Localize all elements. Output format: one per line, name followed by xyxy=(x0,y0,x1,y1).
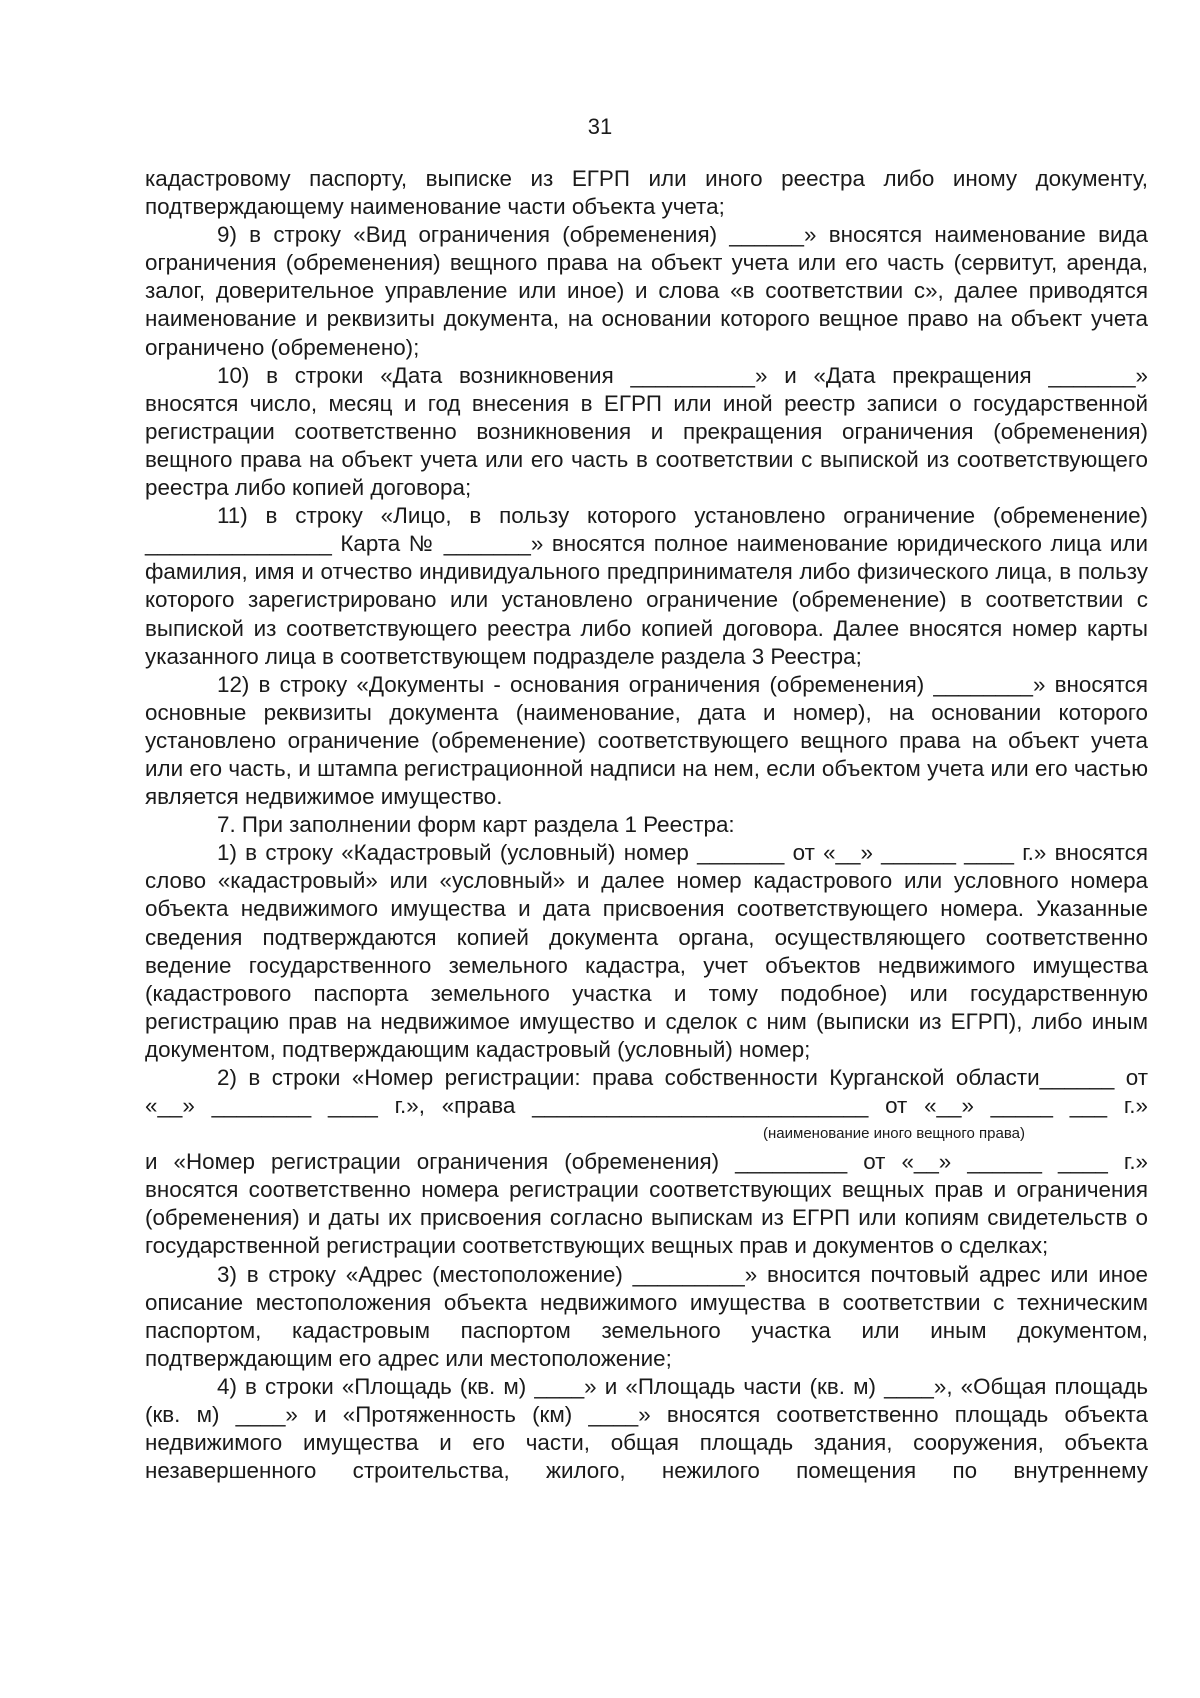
paragraph-item-9: 9) в строку «Вид ограничения (обременения) ______» вносятся наименование вида ограничения (обременения) вещного права на объект учета или его часть (сервитут, аренда, залог, доверительное управление или иное) и слова «в соответствии с», далее приводятся наименование и реквизиты документа, на основании которого вещное право на объект учета ограничено (обременено); xyxy=(145,222,1148,360)
paragraph-continuation: кадастровому паспорту, выписке из ЕГРП или иного реестра либо иному документу, подтверждающему наименование части объекта учета; xyxy=(145,166,1148,220)
paragraph-section-7-item-3: 3) в строку «Адрес (местоположение) _________» вносится почтовый адрес или иное описание местоположения объекта недвижимого имущества в соответствии с техническим паспортом, кадастровым паспортом земельного участка или иным документом, подтверждающим его адрес или местоположение; xyxy=(145,1261,1148,1371)
paragraph-section-7: 7. При заполнении форм карт раздела 1 Реестра: xyxy=(217,812,735,838)
paragraph-section-7-item-2-continued: и «Номер регистрации ограничения (обременения) _________ от «__» ______ ____ г.» вносятся соответственно номера регистрации соответствующих вещных прав и ограничения (обременения) и даты их присвоения согласно выпискам из ЕГРП или копиям свидетельств о государственной регистрации соответствующих вещных прав и документов о сделках; xyxy=(145,1149,1148,1259)
paragraph-item-10: 10) в строки «Дата возникновения __________» и «Дата прекращения _______» вносятся число, месяц и год внесения в ЕГРП или иной реестр записи о государственной регистрации соответственно возникновения и прекращения ограничения (обременения) вещного права на объект учета или его часть в соответствии с выпиской из соответствующего реестра либо копией договора; xyxy=(145,362,1148,501)
document-body xyxy=(145,165,1148,1485)
field-caption: (наименование иного вещного права) xyxy=(763,1125,1025,1143)
paragraph-item-12: 12) в строку «Документы - основания ограничения (обременения) ________» вносятся основные реквизиты документа (наименование, дата и номер), на основании которого установлено ограничение (обременение) соответствующего вещного права на объект учета или его часть, и штампа регистрационной надписи на нем, если объектом учета или его частью является недвижимое имущество. xyxy=(145,671,1148,810)
paragraph-section-7-item-1: 1) в строку «Кадастровый (условный) номер _______ от «__» ______ ____ г.» вносятся слово «кадастровый» или «условный» и далее номер кадастрового или условного номера объекта недвижимого имущества и дата присвоения соответствующего номера. Указанные сведения подтверждаются копией документа органа, осуществляющего соответственно ведение государственного земельного кадастра, учет объектов недвижимого имущества (кадастрового паспорта земельного участка и тому подобное) или государственную регистрацию прав на недвижимое имущество и сделок с ним (выписки из ЕГРП), либо иным документом, подтверждающим кадастровый (условный) номер; xyxy=(145,840,1148,1062)
page-number: 31 xyxy=(587,114,613,139)
paragraph-section-7-item-4: 4) в строки «Площадь (кв. м) ____» и «Площадь части (кв. м) ____», «Общая площадь (кв. м) ____» и «Протяженность (км) ____» вносятся соответственно площадь объекта недвижимого имущества и его части, общая площадь здания, сооружения, объекта незавершенного строительства, жилого, нежилого помещения по внутреннему xyxy=(145,1373,1148,1484)
paragraph-item-11: 11) в строку «Лицо, в пользу которого установлено ограничение (обременение) _______________ Карта № _______» вносятся полное наименование юридического лица или фамилия, имя и отчество индивидуального предпринимателя либо физического лица, в пользу которого зарегистрировано или установлено ограничение (обременение) в соответствии с выпиской из соответствующего реестра либо копией договора. Далее вносятся номер карты указанного лица в соответствующем подразделе раздела 3 Реестра; xyxy=(145,503,1148,669)
paragraph-section-7-item-2: 2) в строки «Номер регистрации: права собственности Курганской области______ от «__» ________ ____ г.», «права ___________________________ от «__» _____ ___ г.» xyxy=(145,1065,1148,1119)
